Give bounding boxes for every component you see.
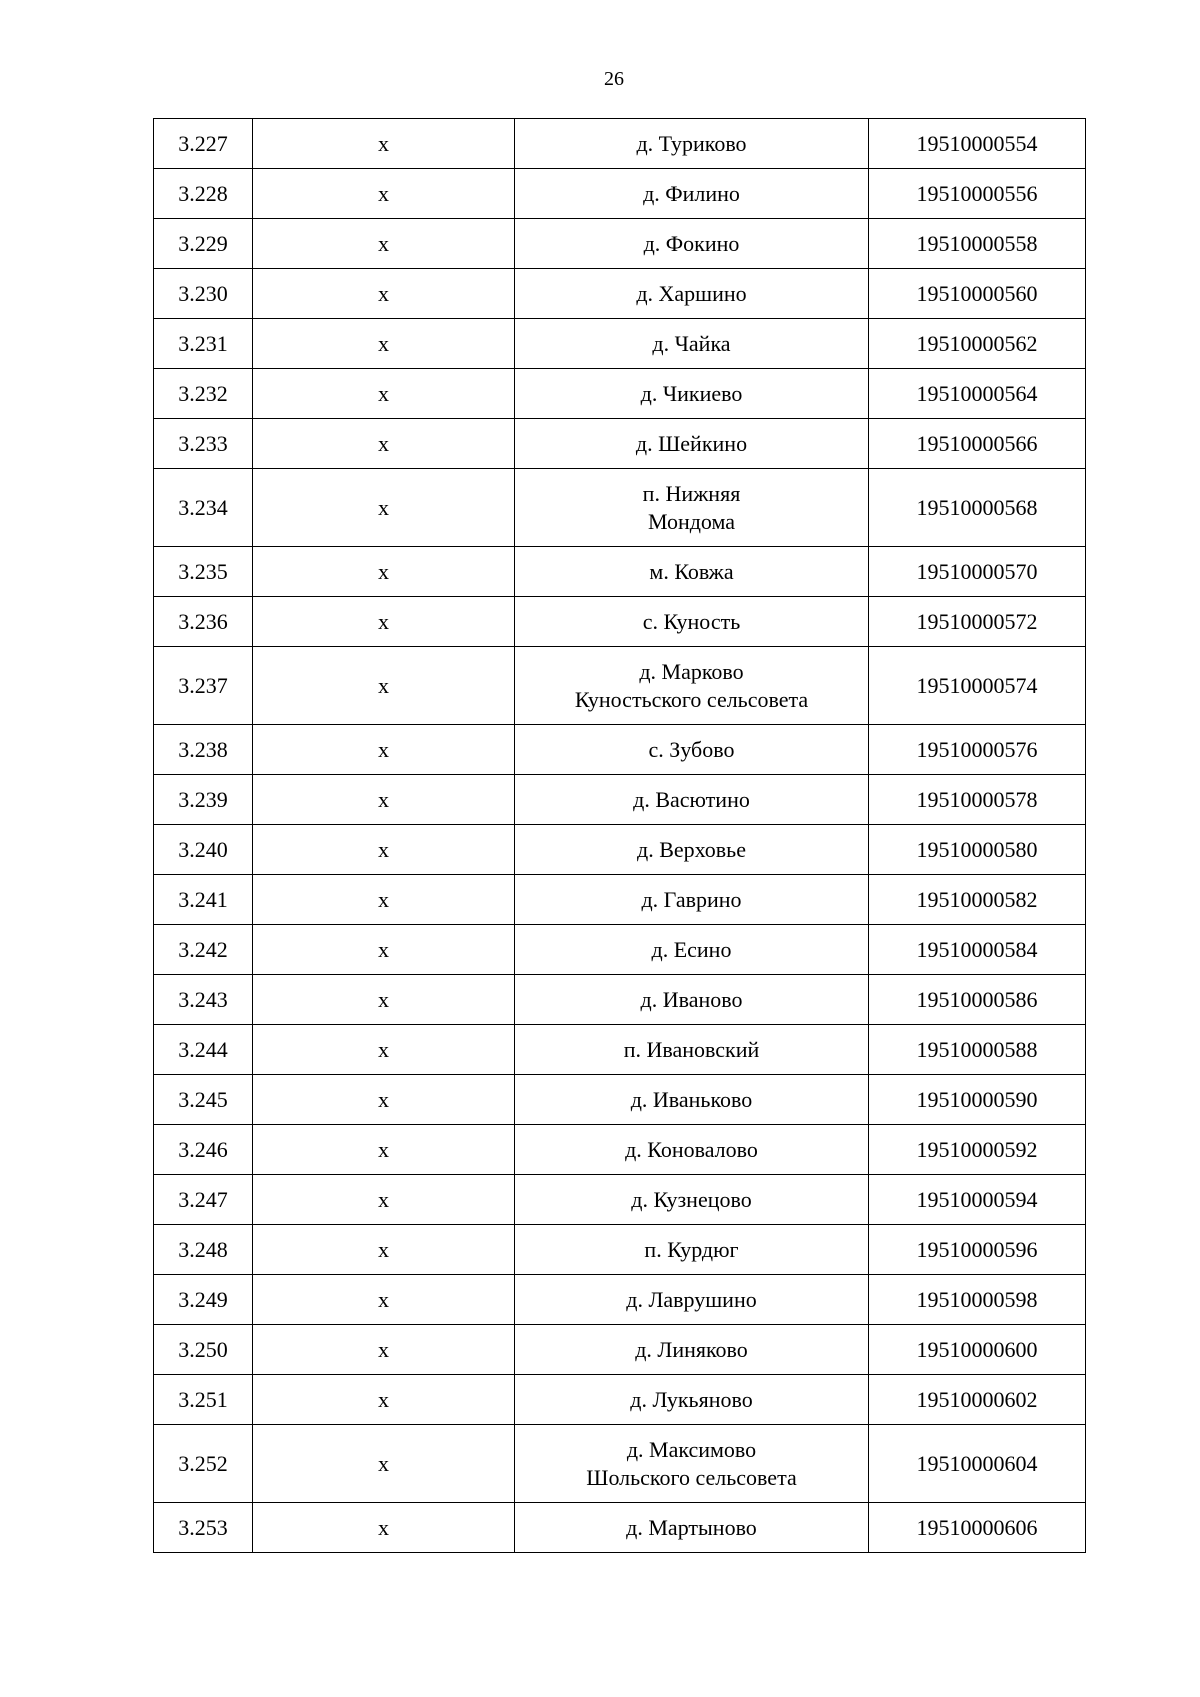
table-row: [154, 775, 1086, 825]
settlement-name-line: д. Туриково: [636, 130, 747, 156]
mark-cell: х: [253, 1325, 515, 1375]
table-row: [154, 1025, 1086, 1075]
code-cell: 19510000570: [869, 547, 1086, 597]
settlement-name-line: д. Иваньково: [630, 1086, 753, 1112]
row-number-cell: 3.245: [154, 1075, 253, 1125]
table-row: [154, 1125, 1086, 1175]
row-number-cell: 3.238: [154, 725, 253, 775]
table-row: [154, 1325, 1086, 1375]
mark-cell: х: [253, 369, 515, 419]
row-number-cell: 3.232: [154, 369, 253, 419]
table-row: [154, 1375, 1086, 1425]
row-number-cell: 3.237: [154, 647, 253, 725]
table-row: [154, 547, 1086, 597]
settlement-name-cell: [515, 775, 869, 825]
code-cell: 19510000606: [869, 1503, 1086, 1553]
table-row: [154, 725, 1086, 775]
table-row: [154, 1225, 1086, 1275]
table-row: [154, 1503, 1086, 1553]
row-number-cell: 3.234: [154, 469, 253, 547]
settlement-name-line: Шольского сельсовета: [586, 1464, 797, 1490]
row-number-cell: 3.227: [154, 119, 253, 169]
mark-cell: х: [253, 269, 515, 319]
settlement-name-cell: [515, 169, 869, 219]
settlement-name-line: д. Максимово: [626, 1436, 757, 1462]
table-row: [154, 369, 1086, 419]
settlement-name-cell: [515, 1075, 869, 1125]
settlement-name-cell: [515, 219, 869, 269]
settlement-name-line: д. Кузнецово: [631, 1186, 752, 1212]
table-row: [154, 1275, 1086, 1325]
settlement-name-cell: [515, 1425, 869, 1503]
settlement-name-line: д. Есино: [651, 936, 732, 962]
settlement-name-cell: [515, 547, 869, 597]
table-row: [154, 319, 1086, 369]
settlement-name-cell: [515, 269, 869, 319]
code-cell: 19510000582: [869, 875, 1086, 925]
table-row: [154, 975, 1086, 1025]
row-number-cell: 3.228: [154, 169, 253, 219]
row-number-cell: 3.242: [154, 925, 253, 975]
mark-cell: х: [253, 469, 515, 547]
mark-cell: х: [253, 1125, 515, 1175]
settlement-name-line: м. Ковжа: [649, 558, 734, 584]
code-cell: 19510000594: [869, 1175, 1086, 1225]
settlement-name-cell: [515, 647, 869, 725]
row-number-cell: 3.243: [154, 975, 253, 1025]
table-row: [154, 1425, 1086, 1503]
code-cell: 19510000560: [869, 269, 1086, 319]
settlement-name-cell: [515, 1175, 869, 1225]
mark-cell: х: [253, 925, 515, 975]
row-number-cell: 3.251: [154, 1375, 253, 1425]
mark-cell: х: [253, 119, 515, 169]
settlement-name-cell: [515, 1375, 869, 1425]
table-row: [154, 925, 1086, 975]
row-number-cell: 3.231: [154, 319, 253, 369]
row-number-cell: 3.235: [154, 547, 253, 597]
code-cell: 19510000572: [869, 597, 1086, 647]
settlement-name-line: п. Нижняя: [642, 480, 741, 506]
settlement-name-cell: [515, 119, 869, 169]
mark-cell: х: [253, 1503, 515, 1553]
table-row: [154, 647, 1086, 725]
mark-cell: х: [253, 219, 515, 269]
mark-cell: х: [253, 1075, 515, 1125]
row-number-cell: 3.250: [154, 1325, 253, 1375]
settlement-name-line: Мондома: [647, 508, 736, 534]
settlement-name-cell: [515, 825, 869, 875]
settlement-name-line: Куностьского сельсовета: [574, 686, 809, 712]
settlement-name-line: д. Коновалово: [625, 1136, 758, 1162]
mark-cell: х: [253, 975, 515, 1025]
code-cell: 19510000596: [869, 1225, 1086, 1275]
code-cell: 19510000566: [869, 419, 1086, 469]
table-row: [154, 269, 1086, 319]
row-number-cell: 3.240: [154, 825, 253, 875]
mark-cell: х: [253, 1225, 515, 1275]
settlement-name-cell: [515, 725, 869, 775]
mark-cell: х: [253, 1025, 515, 1075]
row-number-cell: 3.229: [154, 219, 253, 269]
row-number-cell: 3.241: [154, 875, 253, 925]
table-row: [154, 875, 1086, 925]
settlement-name-line: д. Линяково: [635, 1336, 748, 1362]
settlement-name-line: д. Иваново: [640, 986, 743, 1012]
code-cell: 19510000592: [869, 1125, 1086, 1175]
settlement-name-line: с. Куность: [642, 608, 741, 634]
row-number-cell: 3.247: [154, 1175, 253, 1225]
code-cell: 19510000602: [869, 1375, 1086, 1425]
code-cell: 19510000590: [869, 1075, 1086, 1125]
settlement-name-line: д. Мартыново: [626, 1514, 757, 1540]
mark-cell: х: [253, 319, 515, 369]
settlement-name-line: д. Лукьяново: [630, 1386, 753, 1412]
code-cell: 19510000600: [869, 1325, 1086, 1375]
row-number-cell: 3.253: [154, 1503, 253, 1553]
settlement-name-cell: [515, 469, 869, 547]
table-row: [154, 1075, 1086, 1125]
mark-cell: х: [253, 419, 515, 469]
settlement-name-line: д. Харшино: [636, 280, 747, 306]
code-cell: 19510000598: [869, 1275, 1086, 1325]
settlement-name-line: д. Верховье: [637, 836, 746, 862]
settlement-name-cell: [515, 369, 869, 419]
table-row: [154, 219, 1086, 269]
code-cell: 19510000586: [869, 975, 1086, 1025]
row-number-cell: 3.252: [154, 1425, 253, 1503]
settlement-name-cell: [515, 319, 869, 369]
code-cell: 19510000574: [869, 647, 1086, 725]
code-cell: 19510000576: [869, 725, 1086, 775]
code-cell: 19510000584: [869, 925, 1086, 975]
mark-cell: х: [253, 1375, 515, 1425]
mark-cell: х: [253, 169, 515, 219]
mark-cell: х: [253, 647, 515, 725]
settlement-name-line: п. Курдюг: [644, 1236, 739, 1262]
settlement-name-cell: [515, 1275, 869, 1325]
row-number-cell: 3.236: [154, 597, 253, 647]
settlement-name-line: д. Марково: [639, 658, 744, 684]
mark-cell: х: [253, 547, 515, 597]
settlement-name-cell: [515, 597, 869, 647]
code-cell: 19510000580: [869, 825, 1086, 875]
code-cell: 19510000564: [869, 369, 1086, 419]
code-cell: 19510000588: [869, 1025, 1086, 1075]
code-cell: 19510000556: [869, 169, 1086, 219]
settlement-name-line: д. Васютино: [633, 786, 750, 812]
row-number-cell: 3.244: [154, 1025, 253, 1075]
settlement-name-line: д. Шейкино: [635, 430, 748, 456]
code-cell: 19510000604: [869, 1425, 1086, 1503]
mark-cell: х: [253, 725, 515, 775]
row-number-cell: 3.230: [154, 269, 253, 319]
table-row: [154, 469, 1086, 547]
settlement-name-line: д. Лаврушино: [626, 1286, 757, 1312]
mark-cell: х: [253, 1425, 515, 1503]
row-number-cell: 3.246: [154, 1125, 253, 1175]
row-number-cell: 3.249: [154, 1275, 253, 1325]
settlement-name-line: д. Фокино: [643, 230, 740, 256]
code-cell: 19510000554: [869, 119, 1086, 169]
settlements-table: [153, 118, 1086, 1553]
settlement-name-line: д. Гаврино: [641, 886, 742, 912]
settlement-name-cell: [515, 419, 869, 469]
code-cell: 19510000562: [869, 319, 1086, 369]
settlement-name-cell: [515, 1225, 869, 1275]
settlement-name-cell: [515, 875, 869, 925]
settlement-name-line: д. Филино: [643, 180, 740, 206]
page-number: 26: [604, 68, 624, 90]
settlement-name-cell: [515, 1325, 869, 1375]
settlement-name-line: д. Чикиево: [640, 380, 743, 406]
mark-cell: х: [253, 875, 515, 925]
code-cell: 19510000558: [869, 219, 1086, 269]
row-number-cell: 3.248: [154, 1225, 253, 1275]
row-number-cell: 3.233: [154, 419, 253, 469]
mark-cell: х: [253, 775, 515, 825]
table-row: [154, 597, 1086, 647]
settlement-name-line: д. Чайка: [652, 330, 731, 356]
settlement-name-line: с. Зубово: [648, 736, 735, 762]
table-row: [154, 419, 1086, 469]
table-body: [154, 119, 1086, 1553]
settlement-name-cell: [515, 1125, 869, 1175]
table-row: [154, 119, 1086, 169]
settlement-name-cell: [515, 1503, 869, 1553]
settlement-name-cell: [515, 975, 869, 1025]
code-cell: 19510000578: [869, 775, 1086, 825]
mark-cell: х: [253, 597, 515, 647]
settlement-name-line: п. Ивановский: [623, 1036, 760, 1062]
code-cell: 19510000568: [869, 469, 1086, 547]
table-row: [154, 825, 1086, 875]
mark-cell: х: [253, 1175, 515, 1225]
row-number-cell: 3.239: [154, 775, 253, 825]
settlement-name-cell: [515, 925, 869, 975]
mark-cell: х: [253, 1275, 515, 1325]
table-row: [154, 1175, 1086, 1225]
mark-cell: х: [253, 825, 515, 875]
settlement-name-cell: [515, 1025, 869, 1075]
table-row: [154, 169, 1086, 219]
